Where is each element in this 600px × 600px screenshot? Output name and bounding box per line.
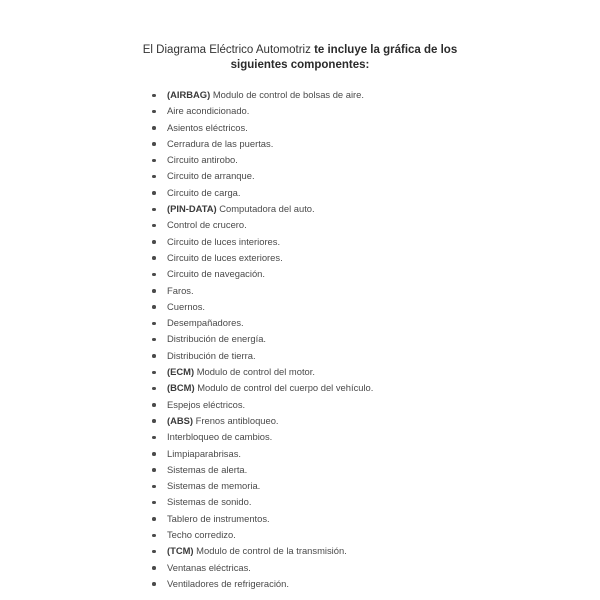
component-list bbox=[152, 87, 452, 592]
component-text: Circuito de luces interiores. bbox=[167, 235, 281, 247]
bullet-icon bbox=[152, 240, 156, 244]
bullet-icon bbox=[152, 354, 156, 358]
list-item bbox=[152, 560, 452, 576]
bullet-icon bbox=[152, 273, 156, 277]
bullet-icon bbox=[152, 550, 156, 554]
bullet-icon bbox=[152, 468, 156, 472]
component-text: Limpiaparabrisas. bbox=[167, 447, 241, 459]
bullet-icon bbox=[152, 289, 156, 293]
list-item bbox=[152, 478, 452, 494]
component-text: Modulo de control del motor. bbox=[196, 366, 315, 378]
list-item bbox=[152, 120, 452, 136]
list-item bbox=[152, 429, 452, 445]
component-text: Sistemas de alerta. bbox=[167, 463, 248, 475]
bullet-icon bbox=[152, 452, 156, 456]
bullet-icon bbox=[152, 534, 156, 538]
component-text: Interbloqueo de cambios. bbox=[167, 431, 273, 443]
bullet-icon bbox=[152, 436, 156, 440]
component-text: Modulo de control de la transmisión. bbox=[196, 545, 347, 557]
bullet-icon bbox=[152, 191, 156, 195]
list-item bbox=[152, 168, 452, 184]
list-item bbox=[152, 234, 452, 250]
component-text: Aire acondicionado. bbox=[167, 105, 250, 117]
list-item bbox=[152, 494, 452, 510]
component-text: Cerradura de las puertas. bbox=[167, 137, 274, 149]
component-text: Ventiladores de refrigeración. bbox=[167, 577, 289, 589]
component-code: (AIRBAG) bbox=[167, 89, 211, 100]
component-text: Computadora del auto. bbox=[219, 203, 315, 215]
bullet-icon bbox=[152, 566, 156, 570]
component-code: (ABS) bbox=[167, 414, 194, 426]
list-item bbox=[152, 413, 452, 429]
component-text: Control de crucero. bbox=[167, 219, 247, 231]
bullet-icon bbox=[152, 126, 156, 130]
bullet-icon bbox=[152, 403, 156, 407]
list-item bbox=[152, 217, 452, 233]
bullet-icon bbox=[152, 224, 156, 228]
list-item bbox=[152, 250, 452, 266]
list-item bbox=[152, 576, 452, 592]
list-item bbox=[152, 511, 452, 527]
bullet-icon bbox=[152, 501, 156, 505]
bullet-icon bbox=[152, 371, 156, 375]
component-text: Circuito de luces exteriores. bbox=[167, 251, 283, 263]
component-text: Techo corredizo. bbox=[167, 529, 236, 541]
list-item bbox=[152, 364, 452, 380]
list-item bbox=[152, 331, 452, 347]
list-item bbox=[152, 103, 452, 119]
component-text: Sistemas de sonido. bbox=[167, 496, 252, 508]
bullet-icon bbox=[152, 256, 156, 260]
list-item bbox=[152, 266, 452, 282]
component-text: Cuernos. bbox=[167, 300, 206, 312]
bullet-icon bbox=[152, 142, 156, 146]
list-item bbox=[152, 136, 452, 152]
component-text: Asientos eléctricos. bbox=[167, 121, 248, 133]
bullet-icon bbox=[152, 338, 156, 342]
component-text: Desempañadores. bbox=[167, 317, 244, 329]
bullet-icon bbox=[152, 517, 156, 521]
component-text: Tablero de instrumentos. bbox=[167, 512, 270, 524]
list-item bbox=[152, 152, 452, 168]
list-item bbox=[152, 397, 452, 413]
component-text: Circuito de navegación. bbox=[167, 268, 265, 280]
bullet-icon bbox=[152, 419, 156, 423]
component-text: Modulo de control de bolsas de aire. bbox=[212, 89, 364, 100]
list-item bbox=[152, 527, 452, 543]
heading-strong-text: te incluye la gráfica de los siguientes componentes: bbox=[230, 44, 458, 71]
list-item bbox=[152, 380, 452, 396]
component-text: Ventanas eléctricas. bbox=[167, 561, 251, 573]
list-item bbox=[152, 201, 452, 217]
list-item bbox=[152, 315, 452, 331]
list-item bbox=[152, 446, 452, 462]
list-item bbox=[152, 543, 452, 559]
bullet-icon bbox=[152, 582, 156, 586]
component-text: Sistemas de memoria. bbox=[167, 480, 261, 492]
component-text: Distribución de tierra. bbox=[167, 349, 256, 361]
bullet-icon bbox=[152, 305, 156, 309]
bullet-icon bbox=[152, 387, 156, 391]
list-item bbox=[152, 462, 452, 478]
bullet-icon bbox=[152, 208, 156, 212]
component-text: Circuito antirobo. bbox=[167, 154, 238, 166]
component-text: Espejos eléctricos. bbox=[167, 398, 246, 410]
component-text: Frenos antibloqueo. bbox=[195, 414, 279, 426]
component-text: Circuito de carga. bbox=[167, 186, 241, 198]
component-text: Modulo de control del cuerpo del vehículo. bbox=[197, 382, 374, 394]
bullet-icon bbox=[152, 485, 156, 489]
intro-heading bbox=[120, 43, 480, 73]
list-item bbox=[152, 185, 452, 201]
bullet-icon bbox=[152, 175, 156, 179]
list-item bbox=[152, 87, 452, 103]
list-item bbox=[152, 283, 452, 299]
component-text: Circuito de arranque. bbox=[167, 170, 255, 182]
component-code: (PIN-DATA) bbox=[167, 203, 217, 215]
component-text: Distribución de energía. bbox=[167, 333, 267, 345]
bullet-icon bbox=[152, 94, 156, 98]
list-item bbox=[152, 348, 452, 364]
component-code: (BCM) bbox=[167, 382, 195, 394]
bullet-icon bbox=[152, 322, 156, 326]
bullet-icon bbox=[152, 159, 156, 163]
component-text: Faros. bbox=[167, 284, 194, 296]
bullet-icon bbox=[152, 110, 156, 114]
heading-lead-text: El Diagrama Eléctrico Automotriz bbox=[142, 44, 311, 56]
list-item bbox=[152, 299, 452, 315]
component-code: (ECM) bbox=[167, 366, 195, 378]
component-code: (TCM) bbox=[167, 545, 194, 557]
